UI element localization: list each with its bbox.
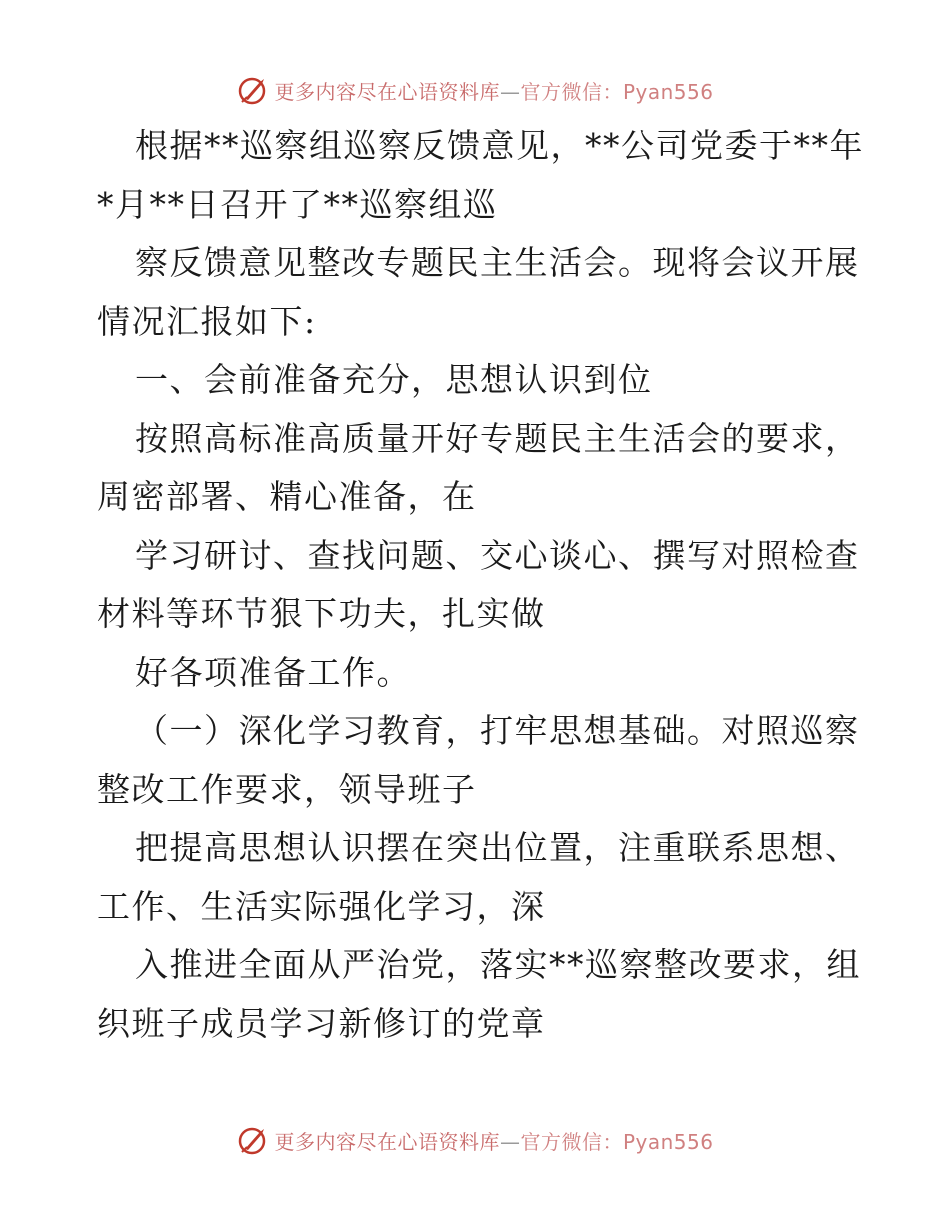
subsection-heading: （一）深化学习教育，打牢思想基础。对照巡察	[135, 711, 860, 750]
watermark-main: 更多内容尽在心语资料库	[274, 1129, 500, 1154]
quill-logo-icon	[236, 73, 270, 107]
body-line: *月**日召开了**巡察组巡	[97, 184, 498, 224]
watermark-dash: —	[499, 1129, 521, 1154]
watermark-text	[274, 76, 713, 105]
footer-watermark	[0, 1120, 950, 1160]
body-line: 把提高思想认识摆在突出位置，注重联系思想、	[135, 828, 860, 867]
section-heading: 一、会前准备充分，思想认识到位	[135, 360, 653, 399]
watermark-text	[274, 1126, 713, 1155]
body-line: 工作、生活实际强化学习，深	[97, 886, 546, 926]
body-line: 情况汇报如下:	[97, 301, 317, 341]
body-line: 好各项准备工作。	[135, 652, 411, 692]
body-line: 材料等环节狠下功夫，扎实做	[97, 594, 546, 633]
body-line: 织班子成员学习新修订的党章	[97, 1003, 546, 1043]
body-line: 按照高标准高质量开好专题民主生活会的要求，	[135, 418, 860, 458]
watermark-wechat: 官方微信：Pyan556	[520, 79, 714, 104]
document-body	[97, 117, 864, 1053]
quill-logo-icon	[236, 1123, 270, 1157]
body-line: 整改工作要求，领导班子	[97, 769, 477, 809]
body-line: 学习研讨、查找问题、交心谈心、撰写对照检查	[135, 535, 860, 575]
header-watermark	[0, 70, 950, 110]
watermark-dash: —	[499, 79, 521, 104]
body-line: 入推进全面从严治党，落实**巡察整改要求，组	[135, 945, 861, 984]
watermark-main: 更多内容尽在心语资料库	[274, 79, 500, 104]
body-line: 根据**巡察组巡察反馈意见，**公司党委于**年	[135, 126, 864, 165]
body-line: 周密部署、精心准备，在	[97, 477, 477, 516]
body-line: 察反馈意见整改专题民主生活会。现将会议开展	[135, 243, 860, 282]
watermark-wechat: 官方微信：Pyan556	[520, 1129, 714, 1154]
